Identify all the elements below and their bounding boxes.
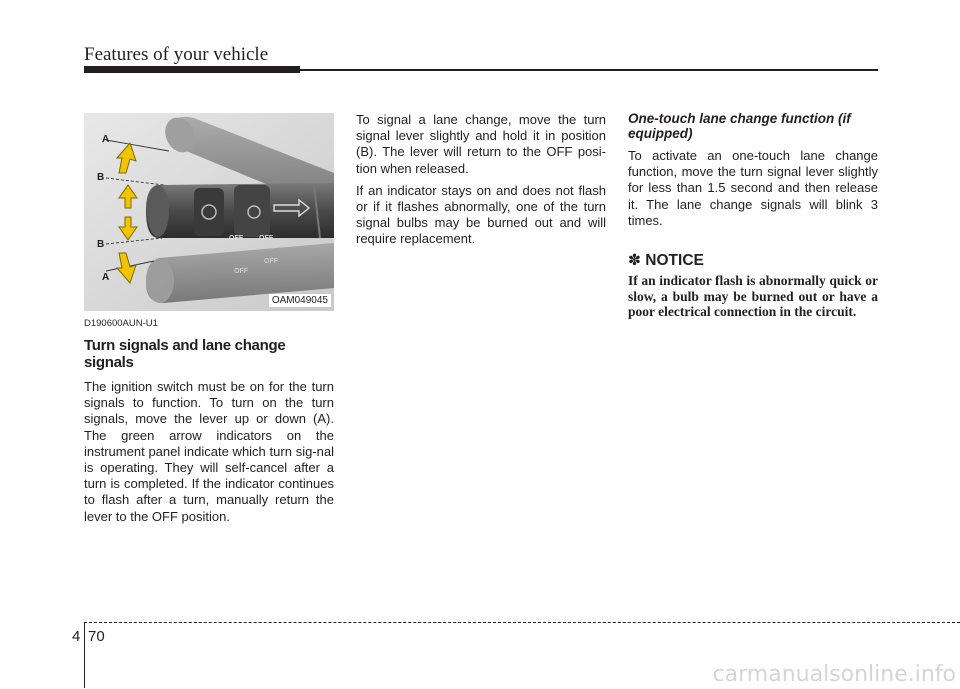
page-number: 70 xyxy=(88,628,105,645)
off-mark-1: OFF xyxy=(229,235,243,242)
section-code: D190600AUN-U1 xyxy=(84,318,158,329)
indicator-fault-paragraph: If an indicator stays on and does not flash or if it flashes abnormally, one of the turn signal bulbs may be burned out and will require replacement. xyxy=(356,182,606,247)
turn-signal-paragraph: The ignition switch must be on for the turn signals to function. To turn on the turn signals, move the lever up or down (A). The green arrow indicators on the instrument panel indicate which turn sig-nal is operating. They will self-cancel after a turn is completed. If the indicator continues to flash after a turn, manually return the lever to the OFF position. xyxy=(84,379,334,524)
figure-code: OAM049045 xyxy=(269,294,331,307)
off-mark-2: OFF xyxy=(259,235,273,242)
one-touch-paragraph: To activate an one-touch lane change function, move the turn signal lever slightly for less than 1.5 second and then release it. The lane change signals will blink 3 times. xyxy=(628,148,878,228)
header-rule-thin xyxy=(300,69,878,71)
turn-signal-lever-figure xyxy=(84,113,334,311)
notice-heading: ✽ NOTICE xyxy=(628,252,704,270)
notice-text: If an indicator flash is abnormally quick or slow, a bulb may be burned out or have a poor electrical connection in the circuit. xyxy=(628,273,878,320)
chapter-number: 4 xyxy=(72,628,81,645)
lane-change-paragraph: To signal a lane change, move the turn signal lever slightly and hold it in position (B). The lever will return to the OFF posi-tion when released. xyxy=(356,112,606,176)
lever-main xyxy=(146,183,334,238)
label-b-bottom: B xyxy=(97,239,105,250)
watermark: carmanualsonline.info xyxy=(712,662,956,687)
label-b-top: B xyxy=(97,172,105,183)
lever-illustration xyxy=(84,113,334,311)
column-2 xyxy=(356,112,606,254)
column-3 xyxy=(628,111,878,320)
header-rule-thick xyxy=(84,66,300,73)
footer-vertical-rule xyxy=(84,622,85,688)
off-mark-3: OFF xyxy=(234,268,248,275)
footer-dashed-rule xyxy=(84,622,960,623)
off-mark-4: OFF xyxy=(264,258,278,265)
label-a-bottom: A xyxy=(102,272,110,283)
page-header-title: Features of your vehicle xyxy=(84,44,269,65)
section-heading: Turn signals and lane change signals xyxy=(84,337,286,371)
one-touch-subheading: One-touch lane change function (if equipped) xyxy=(628,111,851,141)
label-a-top: A xyxy=(102,134,110,145)
column-1 xyxy=(84,318,334,531)
